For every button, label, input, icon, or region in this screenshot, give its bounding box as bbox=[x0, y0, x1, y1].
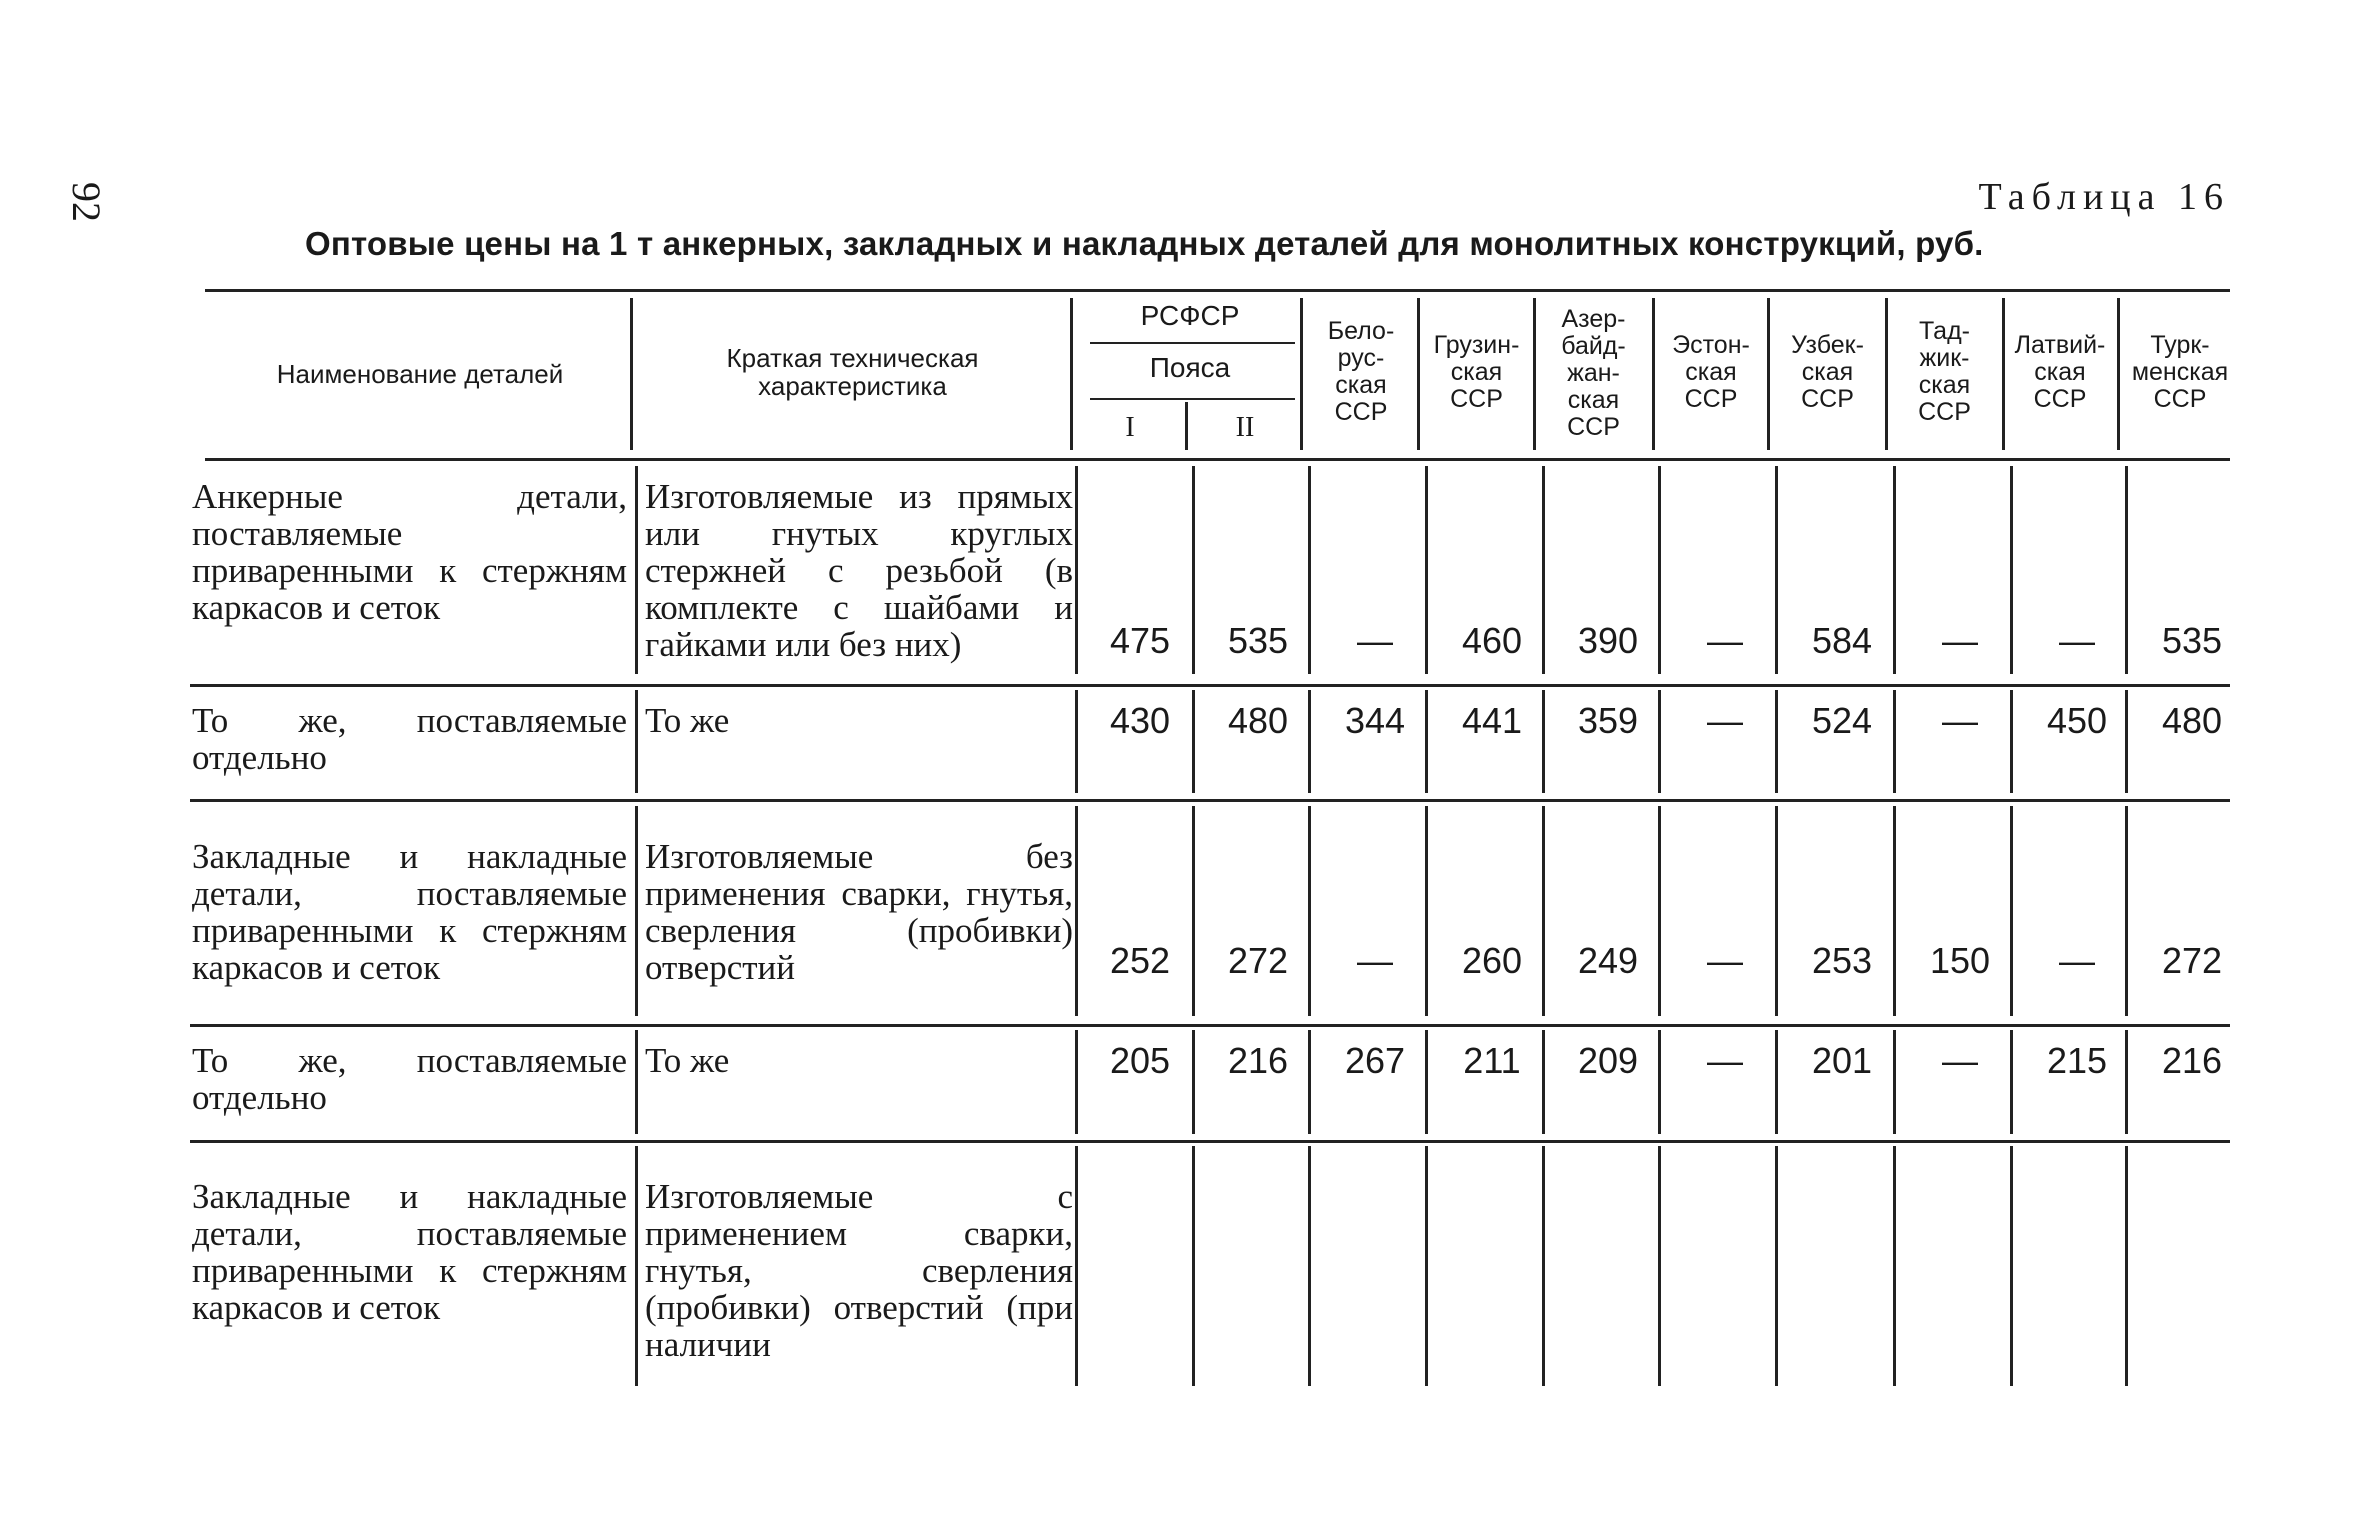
price-value: 441 bbox=[1461, 700, 1523, 741]
price-value: 272 bbox=[1227, 940, 1289, 981]
row-3-name: Закладные и накладные детали, поставляемые приваренными к стержням каркасов и сеток bbox=[192, 837, 627, 987]
price-value: 211 bbox=[1463, 1040, 1521, 1081]
header-zone-i: I bbox=[1125, 412, 1135, 443]
price-value: 475 bbox=[1109, 620, 1171, 661]
column-divider bbox=[1425, 1146, 1428, 1386]
price-value: 480 bbox=[1227, 700, 1289, 741]
row-divider bbox=[190, 1140, 2230, 1143]
column-divider bbox=[1075, 1030, 1078, 1134]
price-value: 460 bbox=[1461, 620, 1523, 661]
column-divider bbox=[2125, 1146, 2128, 1386]
price-value: — bbox=[1357, 940, 1393, 981]
header-latv: Латвий- ская ССР bbox=[2014, 331, 2106, 413]
price-value: 430 bbox=[1109, 700, 1171, 741]
price-value: — bbox=[1357, 620, 1393, 661]
table-title: Оптовые цены на 1 т анкерных, закладных и накладных деталей для монолитных конструкций, руб. bbox=[305, 225, 1984, 262]
header-rsfsr: РСФСР bbox=[1140, 300, 1240, 331]
column-divider bbox=[1075, 1146, 1078, 1386]
price-value: 216 bbox=[2161, 1040, 2223, 1081]
price-value: — bbox=[1942, 1040, 1978, 1081]
row-2-name: То же, поставляемые отдельно bbox=[192, 701, 627, 777]
row-divider bbox=[190, 684, 2230, 687]
price-value: 201 bbox=[1811, 1040, 1873, 1081]
column-divider bbox=[1893, 806, 1896, 1016]
column-divider bbox=[635, 690, 638, 793]
header-name: Наименование деталей bbox=[276, 359, 564, 389]
header-turkm: Турк- менская ССР bbox=[2131, 331, 2229, 413]
row-2-description: То же bbox=[645, 701, 730, 740]
poyasa-rule bbox=[1090, 398, 1295, 400]
header-column-divider bbox=[630, 298, 633, 450]
column-divider bbox=[1542, 1146, 1545, 1386]
price-value: 524 bbox=[1811, 700, 1873, 741]
price-value: 390 bbox=[1577, 620, 1639, 661]
rsfsr-rule bbox=[1090, 342, 1295, 344]
row-4-name: То же, поставляемые отдельно bbox=[192, 1041, 627, 1117]
column-divider bbox=[635, 466, 638, 674]
header-column-divider bbox=[1533, 298, 1536, 450]
column-divider bbox=[1075, 690, 1078, 793]
price-value: — bbox=[1942, 700, 1978, 741]
column-divider bbox=[635, 1030, 638, 1134]
price-value: — bbox=[1942, 620, 1978, 661]
header-poyasa: Пояса bbox=[1149, 352, 1231, 383]
price-value: 253 bbox=[1811, 940, 1873, 981]
row-divider bbox=[190, 1024, 2230, 1027]
column-divider bbox=[1775, 806, 1778, 1016]
price-value: 344 bbox=[1344, 700, 1406, 741]
price-value: — bbox=[2059, 620, 2095, 661]
column-divider bbox=[2010, 1146, 2013, 1386]
table-label: Таблица 16 bbox=[1978, 176, 2230, 218]
price-value: 249 bbox=[1577, 940, 1639, 981]
header-column-divider bbox=[1185, 402, 1188, 450]
price-value: 267 bbox=[1344, 1040, 1406, 1081]
page-number: 92 bbox=[64, 182, 109, 222]
price-value: 535 bbox=[2161, 620, 2223, 661]
row-1-description: Изготовляемые из прямых или гнутых круглых стержней с резьбой (в комплекте с шайбами и гайками или без них) bbox=[645, 477, 1073, 664]
row-4-description: То же bbox=[645, 1041, 730, 1080]
column-divider bbox=[1075, 806, 1078, 1016]
header-eston: Эстон- ская ССР bbox=[1672, 331, 1750, 413]
price-value: 450 bbox=[2046, 700, 2108, 741]
header-azerb: Азер- байд- жан- ская ССР bbox=[1561, 305, 1626, 441]
column-divider bbox=[1425, 806, 1428, 1016]
price-value: 205 bbox=[1109, 1040, 1171, 1081]
column-divider bbox=[1192, 1146, 1195, 1386]
price-value: — bbox=[1707, 940, 1743, 981]
price-value: 150 bbox=[1929, 940, 1991, 981]
price-value: 359 bbox=[1577, 700, 1639, 741]
header-zone-ii: II bbox=[1235, 412, 1255, 443]
header-column-divider bbox=[1070, 298, 1073, 450]
price-value: 260 bbox=[1461, 940, 1523, 981]
column-divider bbox=[1658, 1146, 1661, 1386]
header-tadzhik: Тад- жик- ская ССР bbox=[1918, 317, 1971, 426]
column-divider bbox=[635, 806, 638, 1016]
price-value: 209 bbox=[1577, 1040, 1639, 1081]
price-value: 535 bbox=[1227, 620, 1289, 661]
row-divider bbox=[190, 799, 2230, 802]
header-bottom-rule bbox=[205, 458, 2230, 461]
row-3-description: Изготовляемые без применения сварки, гнутья, сверления (пробивки) отверстий bbox=[645, 837, 1073, 987]
column-divider bbox=[1075, 466, 1078, 674]
price-value: — bbox=[1707, 700, 1743, 741]
column-divider bbox=[1308, 1146, 1311, 1386]
header-belorus: Бело- рус- ская ССР bbox=[1327, 317, 1395, 426]
price-value: 215 bbox=[2046, 1040, 2108, 1081]
column-divider bbox=[1542, 806, 1545, 1016]
column-divider bbox=[1658, 806, 1661, 1016]
row-5-description: Изготовляемые с применением сварки, гнутья, сверления (пробивки) отверстий (при наличии bbox=[645, 1177, 1073, 1364]
column-divider bbox=[1192, 806, 1195, 1016]
header-column-divider bbox=[1300, 298, 1303, 450]
column-divider bbox=[2125, 806, 2128, 1016]
price-value: 252 bbox=[1109, 940, 1171, 981]
price-value: 584 bbox=[1811, 620, 1873, 661]
price-value: — bbox=[1707, 1040, 1743, 1081]
column-divider bbox=[1893, 1146, 1896, 1386]
price-value: 272 bbox=[2161, 940, 2223, 981]
price-value: 216 bbox=[1227, 1040, 1289, 1081]
column-divider bbox=[2010, 806, 2013, 1016]
header-gruzin: Грузин- ская ССР bbox=[1433, 331, 1520, 413]
column-divider bbox=[1775, 1146, 1778, 1386]
header-uzbek: Узбек- ская ССР bbox=[1791, 331, 1864, 413]
row-1-name: Анкерные детали, поставляемые приваренными к стержням каркасов и сеток bbox=[192, 477, 627, 627]
price-value: — bbox=[1707, 620, 1743, 661]
row-5-name: Закладные и накладные детали, поставляемые приваренными к стержням каркасов и сеток bbox=[192, 1177, 627, 1327]
header-description: Краткая техническая характеристика bbox=[726, 343, 979, 401]
price-value: 480 bbox=[2161, 700, 2223, 741]
column-divider bbox=[635, 1146, 638, 1386]
column-divider bbox=[1308, 806, 1311, 1016]
price-value: — bbox=[2059, 940, 2095, 981]
table-top-rule bbox=[205, 289, 2230, 292]
